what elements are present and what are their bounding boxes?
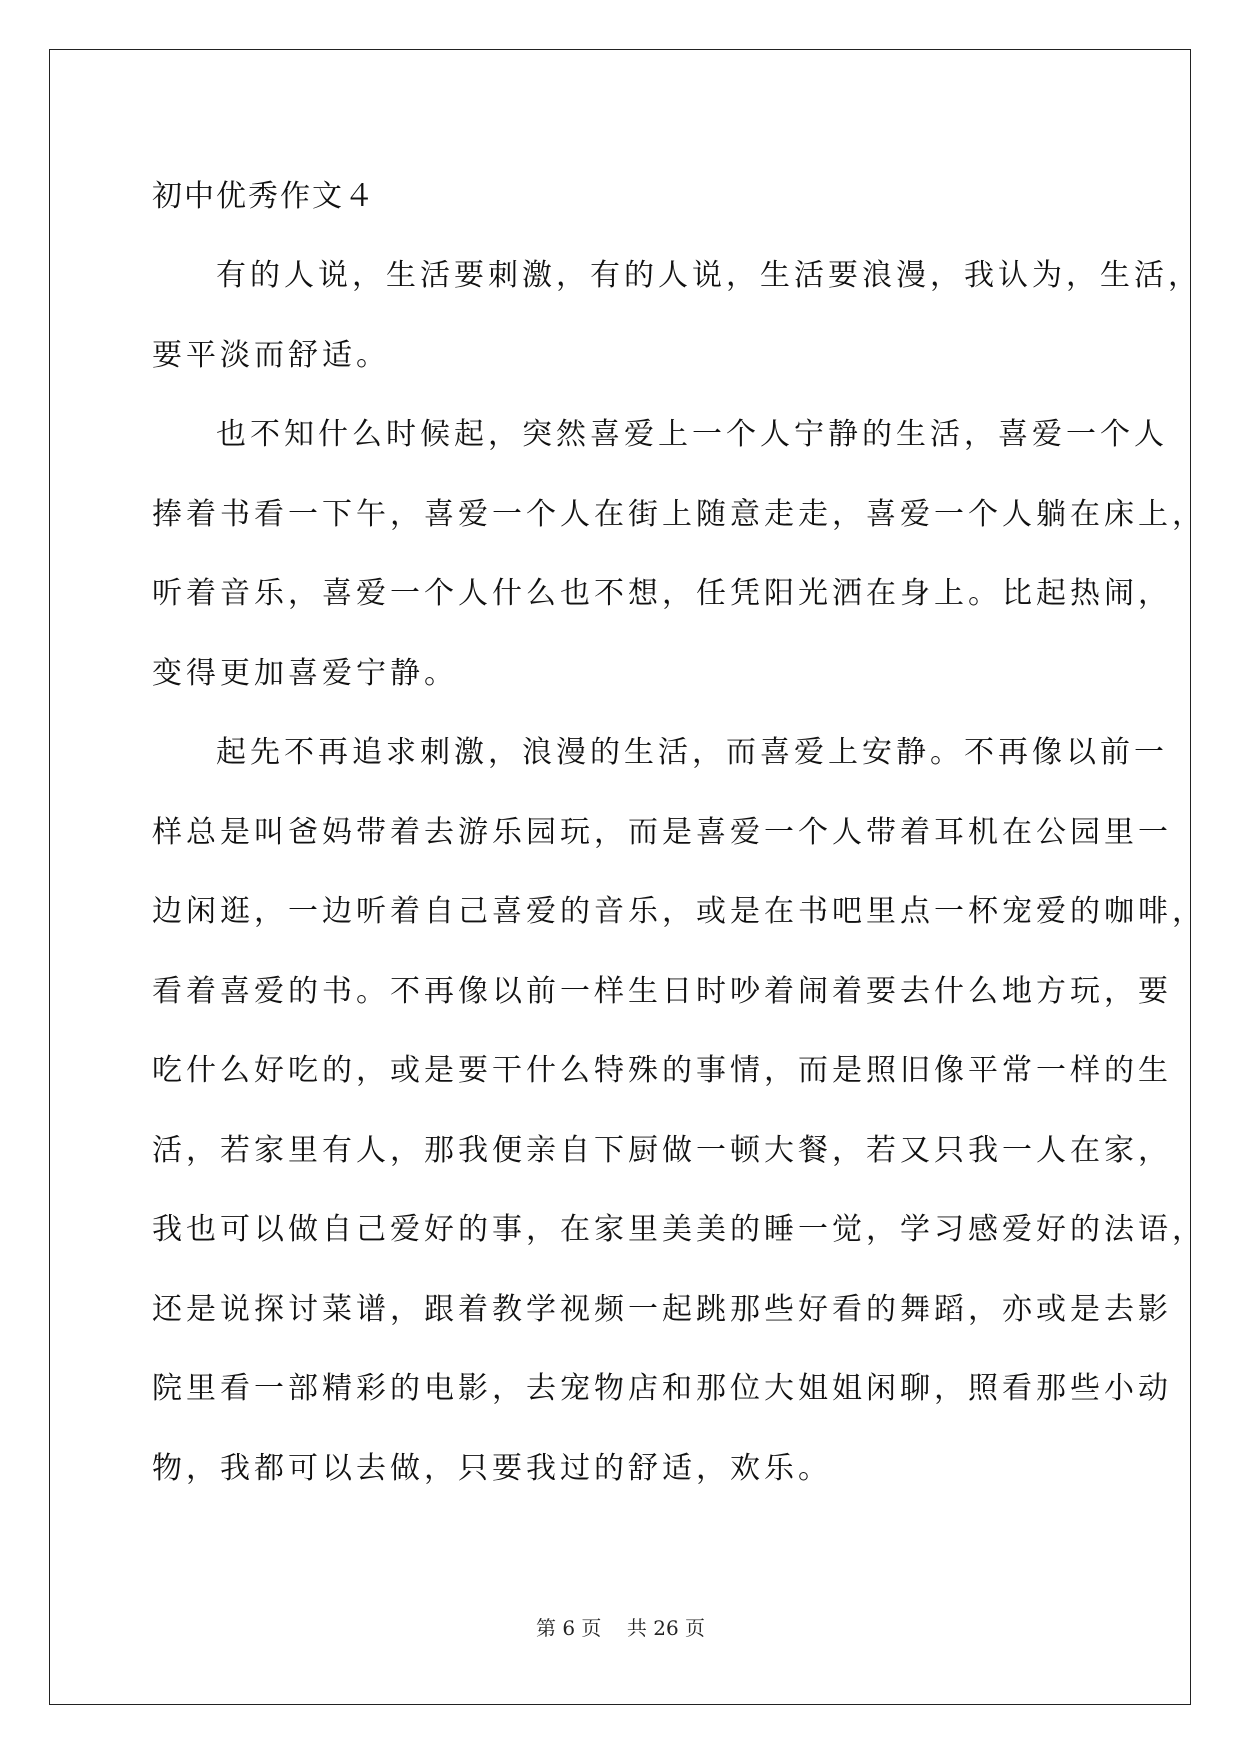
paragraph-line: 我也可以做自己爱好的事，在家里美美的睡一觉，学习感爱好的法语，: [152, 1212, 1206, 1247]
total-pages-label: 共 26 页: [626, 1616, 706, 1640]
current-page-label: 第 6 页: [535, 1616, 602, 1640]
footer-spacer: [601, 1616, 626, 1640]
paragraph-line: 吃什么好吃的，或是要干什么特殊的事情，而是照旧像平常一样的生: [152, 1053, 1172, 1088]
paragraph-line: 也不知什么时候起，突然喜爱上一个人宁静的生活，喜爱一个人: [216, 417, 1168, 452]
page-footer: [0, 1612, 1241, 1641]
paragraph-line: 还是说探讨菜谱，跟着教学视频一起跳那些好看的舞蹈，亦或是去影: [152, 1291, 1172, 1327]
paragraph-1: [152, 236, 1202, 395]
paragraph-line: 变得更加喜爱宁静。: [152, 655, 458, 691]
paragraph-line: 起先不再追求刺激，浪漫的生活，而喜爱上安静。不再像以前一: [216, 735, 1168, 770]
paragraph-line: 样总是叫爸妈带着去游乐园玩，而是喜爱一个人带着耳机在公园里一: [152, 814, 1172, 850]
document-body: [152, 158, 1206, 1508]
essay-title: 初中优秀作文４: [152, 179, 376, 214]
paragraph-line: 看着喜爱的书。不再像以前一样生日时吵着闹着要去什么地方玩，要: [152, 973, 1172, 1009]
paragraph-2: [152, 395, 1206, 713]
paragraph-line: 物，我都可以去做，只要我过的舒适，欢乐。: [152, 1450, 832, 1486]
paragraph-line: 院里看一部精彩的电影，去宠物店和那位大姐姐闲聊，照看那些小动: [152, 1371, 1172, 1406]
paragraph-line: 活，若家里有人，那我便亲自下厨做一顿大餐，若又只我一人在家，: [152, 1132, 1172, 1168]
paragraph-line: 要平淡而舒适。: [152, 337, 390, 373]
paragraph-3: [152, 713, 1206, 1508]
paragraph-line: 有的人说，生活要刺激，有的人说，生活要浪漫，我认为，生活，: [216, 258, 1202, 293]
paragraph-line: 捧着书看一下午，喜爱一个人在街上随意走走，喜爱一个人躺在床上，: [152, 496, 1206, 532]
paragraph-line: 听着音乐，喜爱一个人什么也不想，任凭阳光洒在身上。比起热闹，: [152, 576, 1172, 611]
paragraph-line: 边闲逛，一边听着自己喜爱的音乐，或是在书吧里点一杯宠爱的咖啡，: [152, 894, 1206, 929]
